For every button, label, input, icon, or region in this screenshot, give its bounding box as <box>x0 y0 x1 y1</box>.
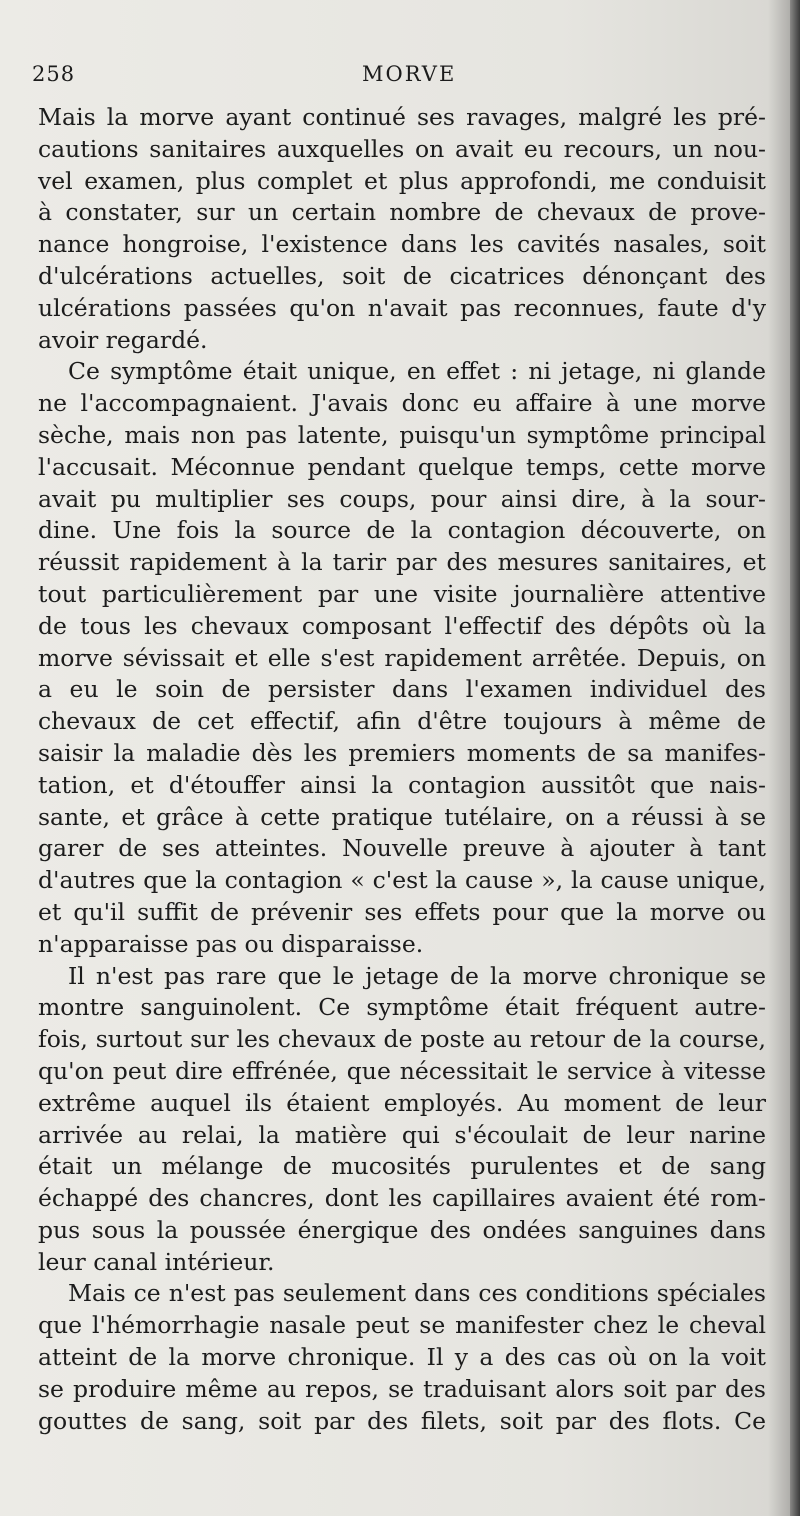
page-number: 258 <box>32 62 76 86</box>
text-line: Mais la morve ayant continué ses ravages, malgré les pré- <box>38 103 766 131</box>
text-line: l'accusait. Méconnue pendant quelque temps, cette morve <box>38 452 766 481</box>
text-line: gouttes de sang, soit par des filets, soit par des flots. Ce <box>38 1406 766 1435</box>
text-line: sèche, mais non pas latente, puisqu'un symptôme principal <box>38 420 766 449</box>
text-line: échappé des chancres, dont les capillaires avaient été rom- <box>38 1184 766 1213</box>
text-line: tout particulièrement par une visite journalière attentive <box>38 579 766 608</box>
text-line: Il n'est pas rare que le jetage de la morve chronique se <box>68 961 766 990</box>
text-line: garer de ses atteintes. Nouvelle preuve à ajouter à tant <box>38 834 766 863</box>
text-line: leur canal intérieur. <box>38 1247 275 1276</box>
text-line: réussit rapidement à la tarir par des mesures sanitaires, et <box>38 548 766 577</box>
text-line: de tous les chevaux composant l'effectif des dépôts où la <box>38 611 766 640</box>
text-line: d'autres que la contagion « c'est la cause », la cause unique, <box>38 866 766 895</box>
text-line: morve sévissait et elle s'est rapidement arrêtée. Depuis, on <box>38 643 766 672</box>
text-line: atteint de la morve chronique. Il y a des cas où on la voit <box>38 1343 766 1372</box>
text-line: que l'hémorrhagie nasale peut se manifester chez le cheval <box>38 1311 766 1340</box>
text-line: nance hongroise, l'existence dans les cavités nasales, soit <box>38 230 766 259</box>
text-line: tation, et d'étouffer ainsi la contagion aussitôt que nais- <box>38 770 766 799</box>
body-text <box>38 102 766 1437</box>
text-line: et qu'il suffit de prévenir ses effets pour que la morve ou <box>38 897 766 926</box>
text-line: pus sous la poussée énergique des ondées sanguines dans <box>38 1215 766 1244</box>
text-line: montre sanguinolent. Ce symptôme était fréquent autre- <box>38 993 766 1022</box>
text-line: d'ulcérations actuelles, soit de cicatrices dénonçant des <box>38 261 766 290</box>
text-line: sante, et grâce à cette pratique tutélaire, on a réussi à se <box>38 802 766 831</box>
text-line: arrivée au relai, la matière qui s'écoulait de leur narine <box>38 1120 766 1149</box>
text-line: Mais ce n'est pas seulement dans ces conditions spéciales <box>68 1279 766 1308</box>
running-title: MORVE <box>362 62 457 86</box>
text-line: a eu le soin de persister dans l'examen individuel des <box>38 675 766 704</box>
text-line: fois, surtout sur les chevaux de poste au retour de la course, <box>38 1025 766 1054</box>
text-line: avoir regardé. <box>38 325 208 354</box>
text-line: Ce symptôme était unique, en effet : ni jetage, ni glande <box>68 357 766 386</box>
page-header <box>32 62 772 92</box>
text-line: se produire même au repos, se traduisant alors soit par des <box>38 1374 766 1403</box>
text-line: vel examen, plus complet et plus approfondi, me conduisit <box>38 166 766 195</box>
text-line: à constater, sur un certain nombre de chevaux de prove- <box>38 198 766 227</box>
text-line: cautions sanitaires auxquelles on avait eu recours, un nou- <box>38 134 766 163</box>
text-line: avait pu multiplier ses coups, pour ainsi dire, à la sour- <box>38 484 766 513</box>
text-line: dine. Une fois la source de la contagion découverte, on <box>38 516 766 545</box>
page-spine-shadow <box>790 0 800 1516</box>
text-line: saisir la maladie dès les premiers moments de sa manifes- <box>38 738 766 767</box>
text-line: chevaux de cet effectif, afin d'être toujours à même de <box>38 707 766 736</box>
text-line: ne l'accompagnaient. J'avais donc eu affaire à une morve <box>38 389 766 418</box>
text-line: n'apparaisse pas ou disparaisse. <box>38 929 424 958</box>
text-line: ulcérations passées qu'on n'avait pas reconnues, faute d'y <box>38 293 766 322</box>
text-line: extrême auquel ils étaient employés. Au moment de leur <box>38 1088 766 1117</box>
text-line: était un mélange de mucosités purulentes et de sang <box>38 1152 766 1181</box>
text-line: qu'on peut dire effrénée, que nécessitait le service à vitesse <box>38 1056 766 1085</box>
